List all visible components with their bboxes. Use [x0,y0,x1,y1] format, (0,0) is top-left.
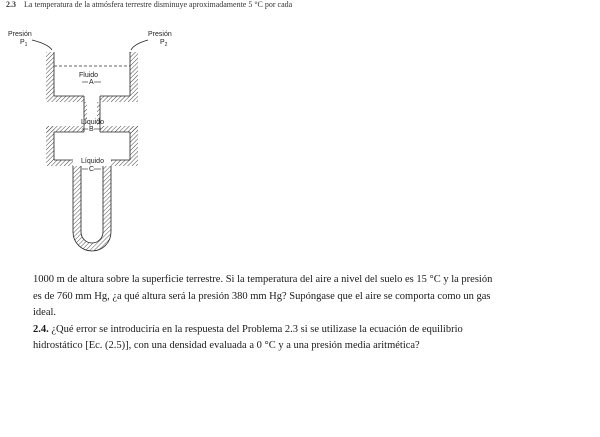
pressure-right-arrow [131,40,148,50]
liquid-b-letter: B [89,126,94,133]
u-tube [73,166,111,251]
pressure-left-arrow [32,40,52,50]
problem-text [33,272,503,355]
fluid-a-letter: A [89,79,94,86]
problem-2-4-text: ¿Qué error se introduciría en la respuesta del Problema 2.3 si se utilizase la ecuación de equilibrio hidrostático [Ec. (2.5)], con una densidad evaluada a 0 °C y a una presión media aritmética? [33,323,463,351]
problem-2-4-number: 2.4. [33,323,49,335]
pressure-left-label: Presión [8,31,32,38]
problem-header-text: La temperatura de la atmósfera terrestre disminuye aproximadamente 5 °C por cada [24,0,293,9]
pressure-right-symbol: $P_2$ [160,39,168,48]
liquid-b-label: Líquido [81,119,104,126]
problem-2-3-header [6,0,596,9]
problem-number: 2.3 [6,0,16,9]
fluid-a-label: Fluido [79,72,99,79]
problem-2-4 [33,322,503,355]
pressure-left-symbol: $P_1$ [20,39,28,48]
liquid-c-label: Líquido [81,158,104,165]
liquid-c-letter: C [89,166,95,173]
problem-2-3-continuation: 1000 m de altura sobre la superficie terrestre. Si la temperatura del aire a nivel del suelo es 15 °C y la presión es de 760 mm Hg, ¿a qué altura será la presión 380 mm Hg? Supóngase que el aire se comporta como un gas ideal. [33,274,493,318]
pressure-right-label: Presión [148,31,172,38]
manometer-diagram [0,26,200,261]
